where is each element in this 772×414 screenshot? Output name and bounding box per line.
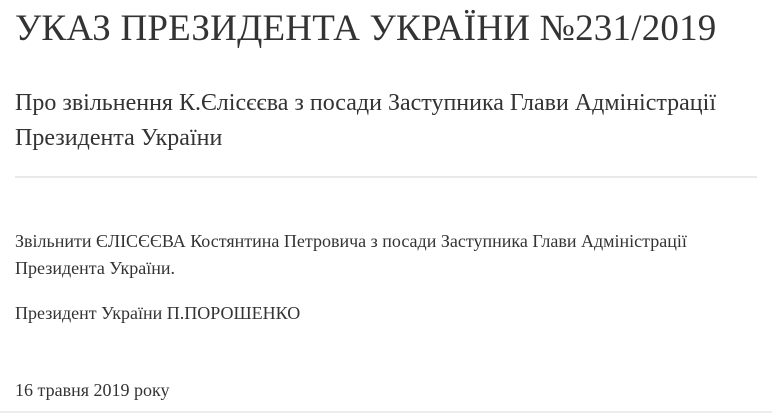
decree-date: 16 травня 2019 року — [15, 380, 170, 400]
president-signature-line: Президент України П.ПОРОШЕНКО — [15, 303, 301, 323]
decree-title: УКАЗ ПРЕЗИДЕНТА УКРАЇНИ №231/2019 — [15, 8, 717, 49]
bottom-divider — [0, 411, 772, 413]
decree-subtitle: Про звільнення К.Єлісєєва з посади Заступника Глави Адміністрації Президента України — [15, 90, 716, 151]
title-divider — [15, 176, 757, 178]
decree-body-paragraph: Звільнити ЄЛІСЄЄВА Костянтина Петровича з посади Заступника Глави Адміністрації Президента України. — [15, 231, 687, 278]
